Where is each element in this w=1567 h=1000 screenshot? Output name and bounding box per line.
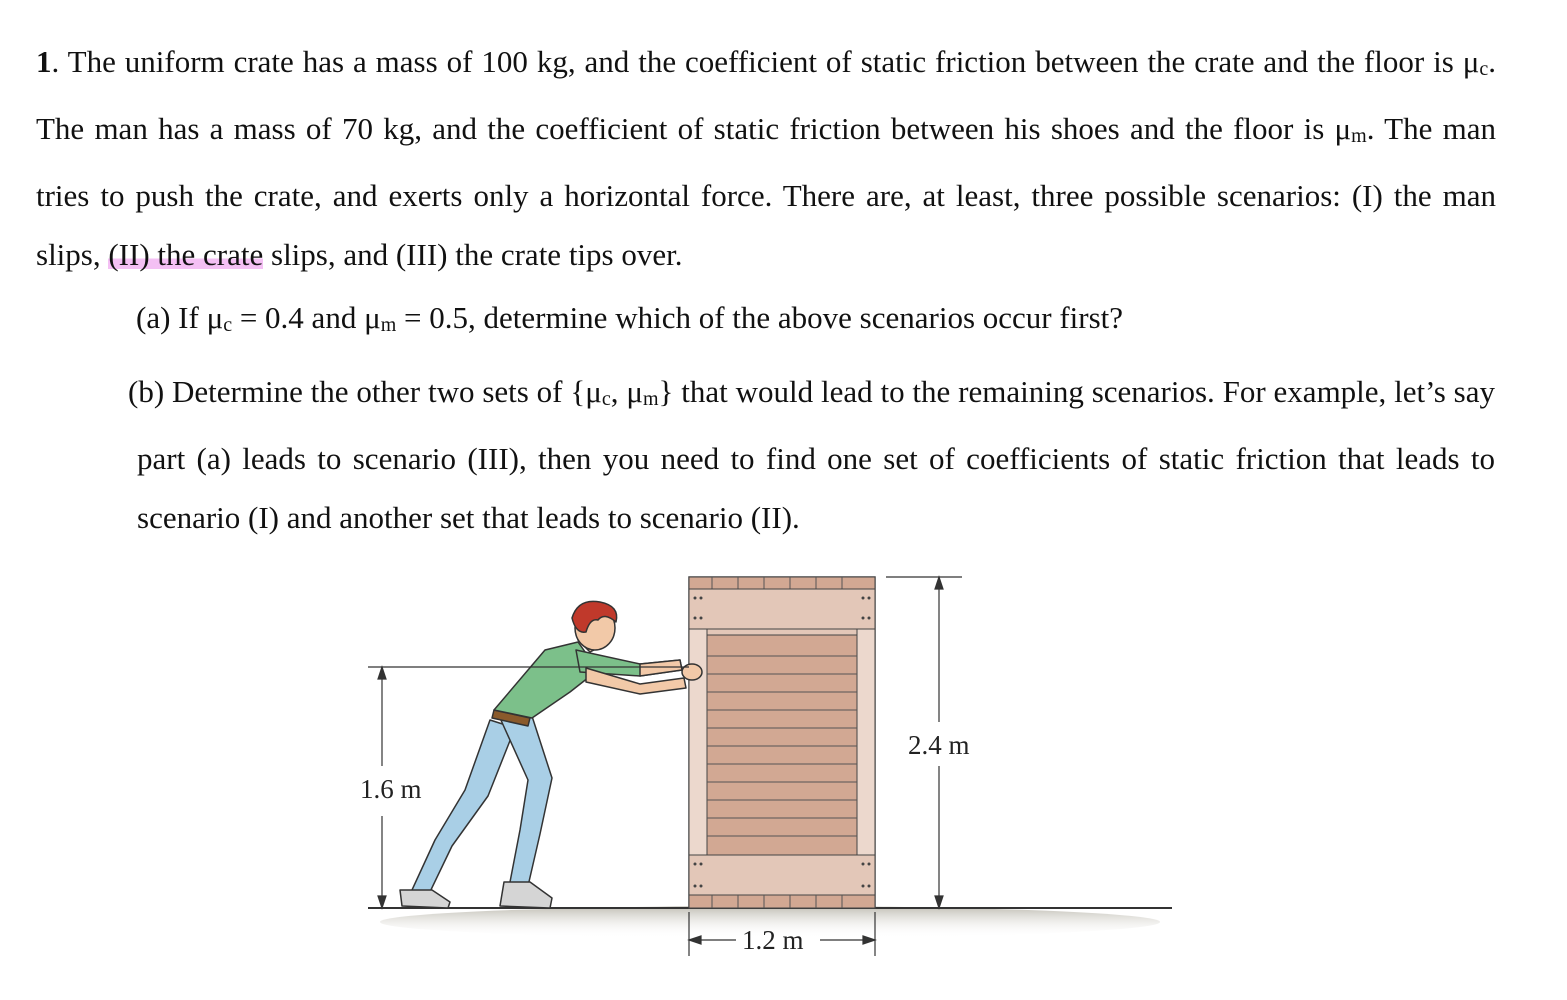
highlighted-text: (II) the crate: [108, 237, 264, 272]
mu-c-symbol: $\mu_c$: [585, 374, 611, 410]
mu-m-symbol: $\mu_m$: [364, 300, 397, 336]
part-a-text-2: = 0.4 and: [232, 300, 365, 335]
man-height-label: 1.6 m: [360, 774, 422, 804]
problem-text-2: . The man has a mass of 70 kg, and the coefficient of static friction between his shoes and the floor is: [36, 44, 1496, 146]
crate-width-label: 1.2 m: [742, 925, 804, 955]
front-shoe: [500, 882, 552, 908]
part-b-text-3: } that would lead to the remaining scenarios. For example, let’s say part (a) leads to scenario (III), then you need to find one set of coefficients of static friction that leads to scenario (I) and another set that leads to scenario (II).: [137, 374, 1496, 535]
crate-figure: [340, 560, 1190, 980]
part-b-text-2: ,: [610, 374, 627, 409]
mu-c-symbol: $\mu_c$: [1462, 44, 1489, 80]
problem-number: 1: [36, 44, 52, 79]
man-pushing: [400, 601, 702, 908]
mu-c-symbol: $\mu_c$: [206, 300, 233, 336]
problem-text-3: . The man tries to push the crate, and exerts only a horizontal force. There are, at least, three possible scenarios: (I) the man slips,: [36, 111, 1496, 272]
crate-diagram: [340, 560, 1190, 980]
problem-text-1: . The uniform crate has a mass of 100 kg, and the coefficient of static friction between the crate and the floor is: [51, 44, 1463, 79]
part-a: [136, 288, 1496, 355]
problem-statement: [36, 32, 1496, 284]
part-a-text-3: = 0.5, determine which of the above scenarios occur first?: [396, 300, 1124, 335]
problem-text-4: slips, and (III) the crate tips over.: [263, 237, 683, 272]
part-a-text-1: (a) If: [136, 300, 207, 335]
crate: [689, 577, 875, 908]
back-shoe: [400, 890, 450, 908]
mu-m-symbol: $\mu_m$: [1334, 111, 1367, 147]
crate-height-label: 2.4 m: [908, 730, 970, 760]
mu-m-symbol: $\mu_m$: [626, 374, 659, 410]
part-b: [128, 362, 1496, 547]
part-b-text-1: (b) Determine the other two sets of {: [128, 374, 586, 409]
